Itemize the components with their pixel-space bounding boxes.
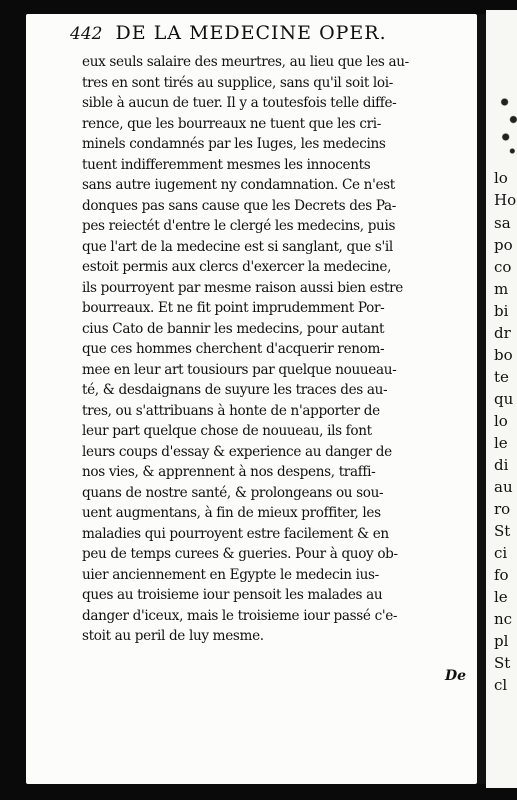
text-line: pes reiectét d'entre le clergé les medecins, puis [82, 218, 396, 234]
text-line: ils pourroyent par mesme raison aussi bien estre [82, 279, 403, 296]
facing-page-fragment: nc [494, 610, 513, 628]
text-line: que l'art de la medecine est si sanglant, que s'il [82, 238, 393, 255]
facing-page-fragment: di [494, 456, 509, 474]
text-line: bourreaux. Et ne fit point imprudemment Por- [82, 300, 385, 316]
facing-page-fragment: Ho [494, 191, 517, 209]
text-line: sans autre iugement ny condamnation. Ce n'est [82, 177, 395, 193]
text-line: quans de nostre santé, & prolongeans ou sou- [82, 484, 384, 501]
text-line: estoit permis aux clercs d'exercer la medecine, [82, 259, 392, 275]
facing-page-fragment: po [494, 236, 513, 254]
ornament-icon [498, 88, 517, 158]
text-line: stoit au peril de luy mesme. [82, 628, 264, 644]
facing-page-fragment: ci [494, 544, 508, 562]
text-line: nos vies, & apprennent à nos despens, traffi- [82, 464, 376, 480]
facing-page-fragment: cl [494, 676, 508, 694]
text-line: danger d'iceux, mais le troisieme iour passé c'e- [82, 607, 398, 624]
text-line: tres en sont tirés au supplice, sans qu'il soit loi- [82, 74, 393, 91]
binding-gutter [477, 14, 486, 784]
text-line: uier anciennement en Egypte le medecin ius- [82, 566, 379, 583]
text-line: rence, que les bourreaux ne tuent que les cri- [82, 115, 382, 132]
text-line: leurs coups d'essay & experience au danger de [82, 443, 392, 460]
text-line: mee en leur art tousiours par quelque nouueau- [82, 361, 397, 378]
facing-page-fragment: sa [494, 214, 511, 232]
text-line: que ces hommes cherchent d'acquerir renom- [82, 341, 385, 357]
text-line: leur part quelque chose de nouueau, ils font [82, 423, 372, 439]
text-line: té, & desdaignans de suyure les traces des au- [82, 382, 388, 398]
text-line: tres, ou s'attribuans à honte de n'apporter de [82, 402, 380, 419]
facing-page-fragment: fo [494, 566, 509, 584]
text-line: cius Cato de bannir les medecins, pour autant [82, 320, 385, 337]
text-line: peu de temps curees & gueries. Pour à quoy ob- [82, 546, 398, 562]
page-number: 442 [70, 24, 103, 44]
facing-page-fragment: m [494, 280, 509, 298]
text-line: sible à aucun de tuer. Il y a toutesfois telle diffe- [82, 95, 397, 111]
facing-page-fragment: co [494, 258, 512, 276]
text-line: minels condamnés par les Iuges, les medecins [82, 136, 386, 152]
facing-page-fragment: le [494, 588, 508, 606]
facing-page-fragment: pl [494, 632, 509, 650]
text-line: maladies qui pourroyent estre facilement & en [82, 525, 389, 542]
catchword: De [445, 668, 467, 684]
facing-page-edge [486, 10, 517, 788]
body-text [82, 52, 466, 647]
running-head: DE LA MEDECINE OPER. [115, 22, 387, 44]
text-line: donques pas sans cause que les Decrets des Pa- [82, 197, 397, 214]
facing-page-fragment: bi [494, 302, 509, 320]
page-header [70, 22, 470, 44]
facing-page-fragment: le [494, 434, 508, 452]
facing-page-fragment: qu [494, 390, 514, 408]
facing-page-fragment: St [494, 654, 511, 672]
facing-page-fragment: bo [494, 346, 513, 364]
facing-page-fragment: au [494, 478, 513, 496]
text-line: uent augmentans, à fin de mieux proffiter, les [82, 505, 381, 521]
facing-page-fragment: lo [494, 412, 508, 430]
facing-page-fragment: St [494, 522, 511, 540]
facing-page-fragment: dr [494, 324, 511, 342]
text-line: tuent indifferemment mesmes les innocents [82, 156, 371, 173]
text-line: ques au troisieme iour pensoit les malades au [82, 587, 383, 603]
facing-page-fragment: te [494, 368, 509, 386]
facing-page-fragment: ro [494, 500, 511, 518]
facing-page-fragment: lo [494, 169, 508, 187]
text-line: eux seuls salaire des meurtres, au lieu que les au- [82, 54, 409, 70]
